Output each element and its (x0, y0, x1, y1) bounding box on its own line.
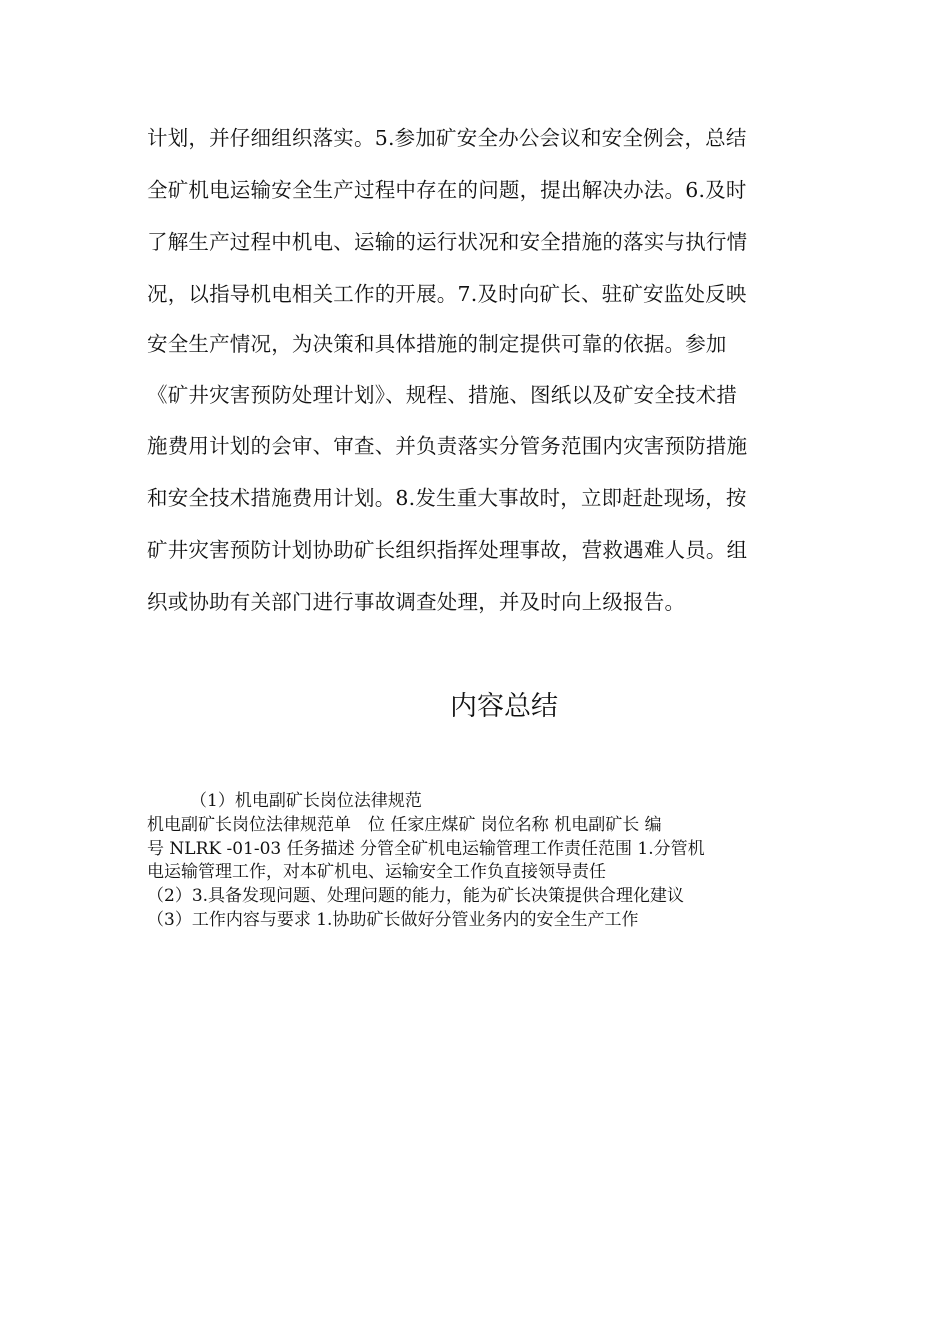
body-paragraph-line: 计划，并仔细组织落实。5.参加矿安全办公会议和安全例会，总结 (147, 126, 747, 150)
body-paragraph-line: 了解生产过程中机电、运输的运行状况和安全措施的落实与执行情 (147, 230, 748, 254)
summary-line: 号 NLRK -01-03 任务描述 分管全矿机电运输管理工作责任范围 1.分管机 (147, 839, 705, 859)
summary-line: （2）3.具备发现问题、处理问题的能力，能为矿长决策提供合理化建议 (147, 886, 685, 906)
body-paragraph-line: 况，以指导机电相关工作的开展。7.及时向矿长、驻矿安监处反映 (147, 282, 747, 306)
body-paragraph-line: 全矿机电运输安全生产过程中存在的问题，提出解决办法。6.及时 (147, 178, 747, 202)
section-heading: 内容总结 (450, 691, 558, 722)
body-paragraph-line: 织或协助有关部门进行事故调查处理，并及时向上级报告。 (147, 590, 686, 614)
summary-line: （3）工作内容与要求 1.协助矿长做好分管业务内的安全生产工作 (147, 910, 639, 930)
body-paragraph-line: 《矿井灾害预防处理计划》、规程、措施、图纸以及矿安全技术措 (147, 383, 738, 407)
body-paragraph-line: 安全生产情况，为决策和具体措施的制定提供可靠的依据。参加 (147, 332, 727, 356)
body-paragraph-line: 和安全技术措施费用计划。8.发生重大事故时，立即赶赴现场，按 (147, 486, 747, 510)
body-paragraph-line: 施费用计划的会审、审查、并负责落实分管务范围内灾害预防措施 (147, 434, 748, 458)
summary-line: （1）机电副矿长岗位法律规范 (190, 791, 422, 811)
body-paragraph-line: 矿井灾害预防计划协助矿长组织指挥处理事故，营救遇难人员。组 (147, 538, 748, 562)
summary-line: 电运输管理工作，对本矿机电、运输安全工作负直接领导责任 (147, 862, 606, 882)
summary-line: 机电副矿长岗位法律规范单 位 任家庄煤矿 岗位名称 机电副矿长 编 (147, 815, 662, 835)
